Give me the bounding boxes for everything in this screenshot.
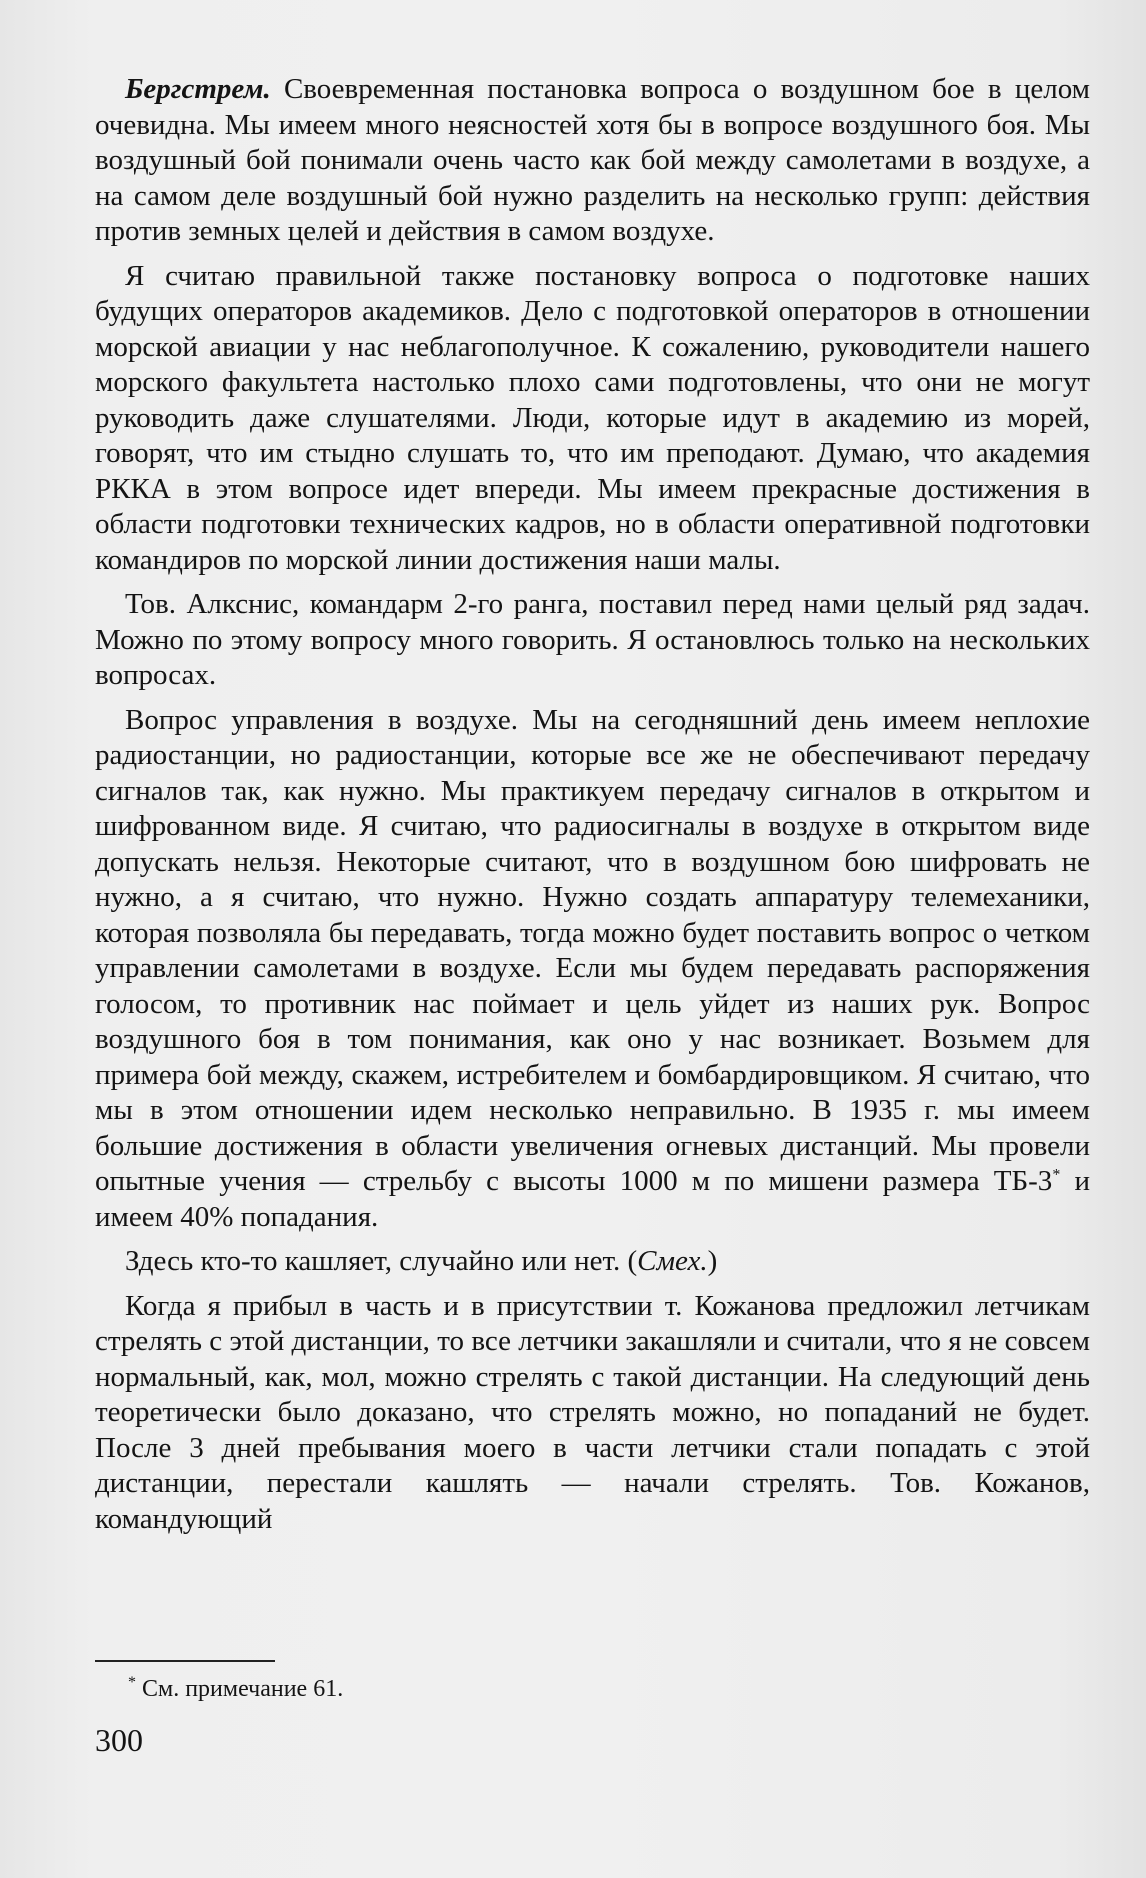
paragraph-operators: Я считаю правильной также постановку вопроса о подготовке наших будущих операторов академиков. Дело с подготовкой операторов в отношении морской авиации у нас неблагополучное. К сожалению, руководители нашего морского факультета настолько плохо сами подготовлены, что они не могут руководить даже слушателями. Люди, которые идут в академию из морей, говорят, что им стыдно слушать то, что им преподают. Думаю, что академия РККА в этом вопросе идет впереди. Мы имеем прекрасные достижения в области подготовки технических кадров, но в области оперативной подготовки командиров по морской линии достижения наши малы. xyxy=(95,259,1090,576)
paragraph-alksnis: Тов. Алкснис, командарм 2-го ранга, поставил перед нами целый ряд задач. Можно по этому вопросу много говорить. Я остановлюсь только на нескольких вопросах. xyxy=(95,588,1090,691)
closing-paren: ) xyxy=(707,1245,718,1277)
laughter-remark: Смех. xyxy=(637,1245,708,1277)
footnote-text: См. примечание 61. xyxy=(136,1676,344,1702)
paragraph-text-end: и имеем 40% попадания. xyxy=(95,1165,1090,1233)
footnote xyxy=(128,1674,343,1704)
paragraph-air-control xyxy=(95,703,1090,1236)
footnote-reference: * xyxy=(1052,1166,1061,1184)
footnote-mark: * xyxy=(128,1674,136,1691)
speaker-name: Бергстрем. xyxy=(125,73,271,105)
paragraph-text: Здесь кто-то кашляет, случайно или нет. ( xyxy=(125,1245,638,1277)
paragraph-cough xyxy=(95,1244,1090,1280)
paragraph-text: Вопрос управления в воздухе. Мы на сегодняшний день имеем неплохие радиостанции, но радиостанции, которые все же не обеспечивают передачу сигналов так, как нужно. Мы практикуем передачу сигналов в открытом и шифрованном виде. Я считаю, что радиосигналы в воздухе в открытом виде допускать нельзя. Некоторые считают, что в воздушном бою шифровать не нужно, а я считаю, что нужно. Нужно создать аппаратуру телемеханики, которая позволяла бы передавать, тогда можно будет поставить вопрос о четком управлении самолетами в воздухе. Если мы будем передавать распоряжения голосом, то противник нас поймает и цель уйдет из наших рук. Вопрос воздушного боя в том понимания, как оно у нас возникает. Возьмем для примера бой между, скажем, истребителем и бомбардировщиком. Я считаю, что мы в этом отношении идем несколько неправильно. В 1935 г. мы имеем большие достижения в области увеличения огневых дистанций. Мы провели опытные учения — стрельбу с высоты 1000 м по мишени размера ТБ-3 xyxy=(95,703,1090,1197)
footnote-divider xyxy=(95,1660,275,1662)
paragraph-text: Своевременная постановка вопроса о воздушном бое в целом очевидна. Мы имеем много неясностей хотя бы в вопросе воздушного боя. Мы воздушный бой понимали очень часто как бой между самолетами в воздухе, а на самом деле воздушный бой нужно разделить на несколько групп: действия против земных целей и действия в самом воздухе. xyxy=(95,73,1090,247)
paragraph-bergstrem xyxy=(95,72,1090,250)
main-text xyxy=(95,72,1090,1546)
paragraph-kozhanov: Когда я прибыл в часть и в присутствии т. Кожанова предложил летчикам стрелять с этой дистанции, то все летчики закашляли и считали, что я не совсем нормальный, как, мол, можно стрелять с такой дистанции. На следующий день теоретически было доказано, что стрелять можно, но попаданий не будет. После 3 дней пребывания моего в части летчики стали попадать с этой дистанции, перестали кашлять — начали стрелять. Тов. Кожанов, командующий xyxy=(95,1289,1090,1535)
page-number: 300 xyxy=(95,1722,143,1758)
